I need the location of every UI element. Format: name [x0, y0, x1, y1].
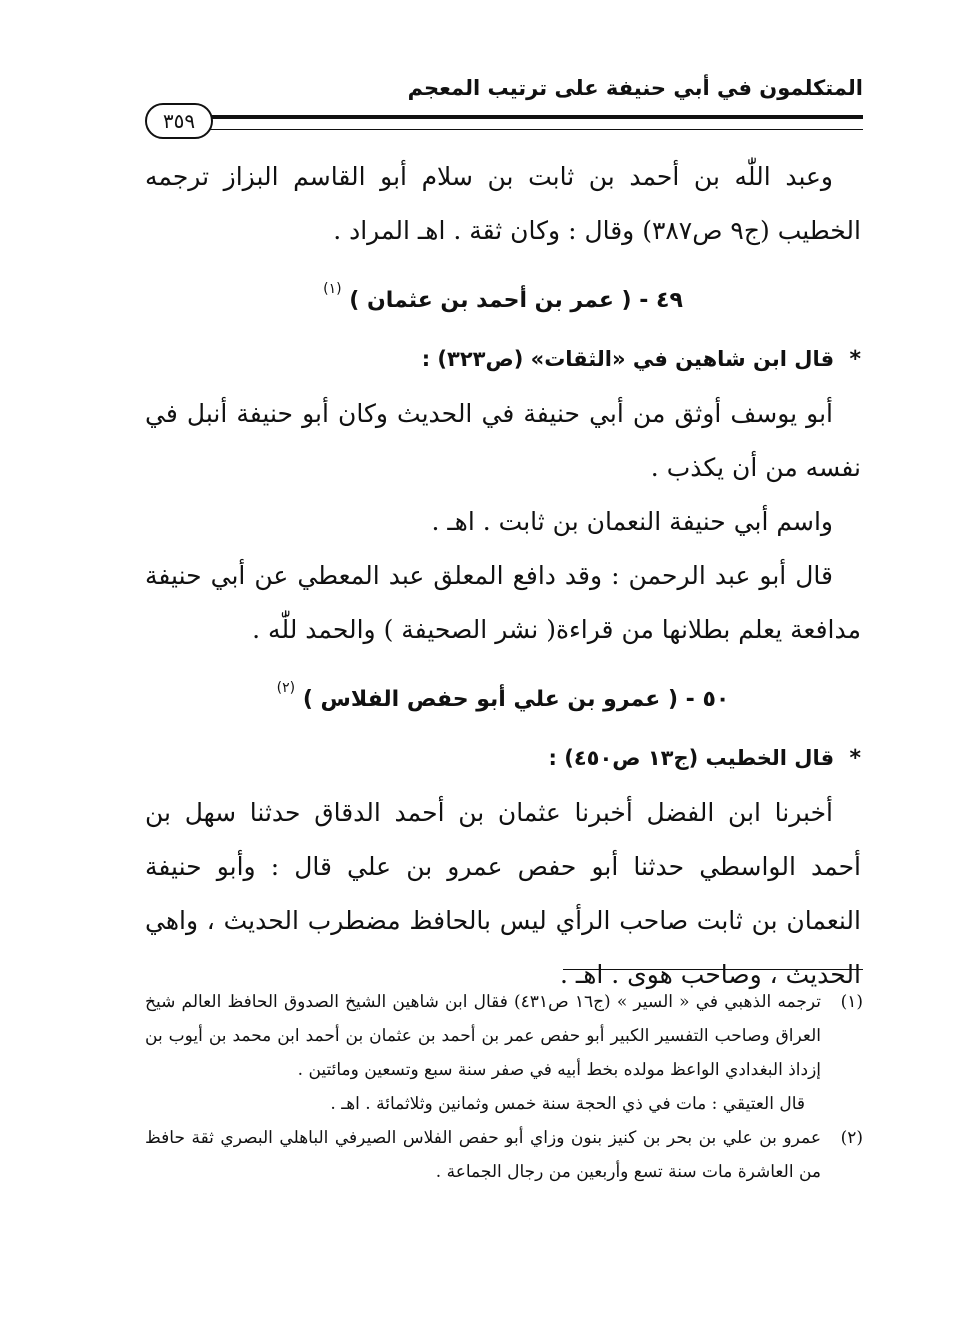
footnote-ref: (١): [323, 281, 342, 297]
paragraph: أخبرنا ابن الفضل أخبرنا عثمان بن أحمد الدقاق حدثنا سهل بن أحمد الواسطي حدثنا أبو حفص عمرو بن علي قال : وأبو حنيفة النعمان بن ثابت صاحب الرأي ليس بالحافظ مضطرب الحديث ، واهي الحديث ، وصاحب هوى . اهـ .: [145, 798, 861, 989]
paragraph: وعبد اللّٰه بن أحمد بن ثابت بن سلام أبو القاسم البزاز ترجمه الخطيب (ج٩ ص٣٨٧) وقال : وكان ثقة . اهـ المراد .: [145, 162, 861, 245]
source-subheading: [145, 731, 861, 786]
footnotes: [145, 985, 863, 1189]
footnote: [145, 985, 863, 1087]
running-title: المتكلمون في أبي حنيفة على ترتيب المعجم: [407, 76, 863, 100]
source-subheading-text: قال ابن شاهين في «الثقات» (ص٣٢٣) :: [421, 347, 835, 371]
page-number: ٣٥٩: [145, 103, 213, 139]
header-rule: [210, 115, 863, 130]
entry-heading-title: ٥٠ - ( عمرو بن علي أبو حفص الفلاس ): [302, 687, 730, 712]
footnote-separator: [563, 969, 863, 970]
footnote-text: عمرو بن علي بن بحر بن كنيز بنون وزاي أبو حفص الفلاس الصيرفي الباهلي البصري ثقة حافظ من العاشرة مات سنة تسع وأربعين من رجال الجماعة .: [145, 1128, 821, 1182]
footnote-ref: (٢): [276, 680, 296, 696]
footnote-text: ترجمه الذهبي في « السير » (ج١٦ ص٤٣١) فقال ابن شاهين الشيخ الصدوق الحافظ العالم شيخ العراق وصاحب التفسير الكبير أبو حفص عمر بن أحمد بن عثمان بن أحمد ابن محمد بن أيوب بن إزداذ البغدادي الواعظ مولده بخط أبيه في صفر سنة سبع وتسعين ومائتين .: [145, 992, 822, 1080]
asterisk-marker: *: [849, 746, 861, 771]
source-subheading-text: قال الخطيب (ج١٣ ص٤٥٠) :: [548, 746, 835, 770]
footnote: [145, 1121, 863, 1189]
paragraph: أبو يوسف أوثق من أبي حنيفة في الحديث وكان أبو حنيفة أنبل في نفسه من أن يكذب .: [145, 399, 861, 482]
paragraph: واسم أبي حنيفة النعمان بن ثابت . اهـ .: [431, 507, 833, 536]
entry-heading: [145, 657, 861, 731]
footnote-number: (٢): [840, 1128, 863, 1148]
main-text: [145, 150, 861, 1002]
footnote-number: (١): [840, 992, 863, 1012]
source-subheading: [145, 332, 861, 387]
entry-heading: [145, 258, 861, 332]
entry-heading-title: ٤٩ - ( عمر بن أحمد بن عثمان ): [349, 288, 683, 313]
asterisk-marker: *: [849, 347, 861, 372]
footnote-continuation: قال العتيقي : مات في ذي الحجة سنة خمس وثمانين وثلاثمائة . اهـ .: [330, 1094, 805, 1114]
paragraph: قال أبو عبد الرحمن : وقد دافع المعلق عبد المعطي عن أبي حنيفة مدافعة يعلم بطلانها من قراءة( نشر الصحيفة ) والحمد للّٰه .: [145, 561, 861, 644]
